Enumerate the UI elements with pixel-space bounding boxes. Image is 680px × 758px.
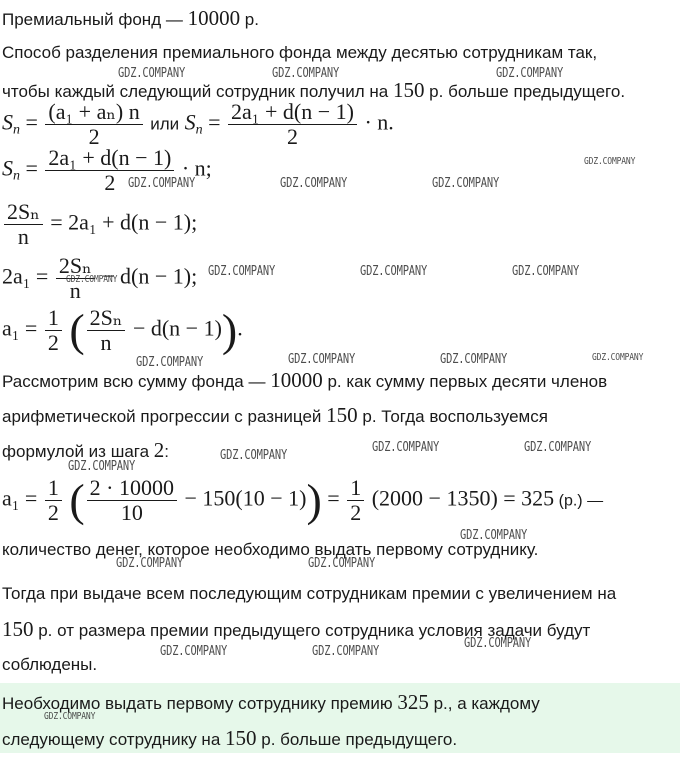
watermark: GDZ.COMPANY <box>116 556 184 571</box>
formula-double-sum: $\frac{\text{2Sₙ}}{n}$ = 2a₁ + d(n − 1); <box>2 200 197 249</box>
watermark: GDZ.COMPANY <box>460 528 528 543</box>
fund-label: Премиальный фонд — <box>2 10 188 29</box>
method-line-2: чтобы каждый следующий сотрудник получил на 150 р. больше предыдущего. <box>2 78 626 102</box>
watermark: GDZ.COMPANY <box>512 264 580 279</box>
watermark: GDZ.COMPANY <box>372 440 440 455</box>
watermark: GDZ.COMPANY <box>288 352 356 367</box>
watermark: GDZ.COMPANY <box>66 274 118 285</box>
formula-sum-second: $S_n$ = $\frac{\text{2a₁ + d(n − 1)}}{2}$ · n; <box>2 145 212 195</box>
watermark: GDZ.COMPANY <box>136 355 204 370</box>
or-word: или <box>150 114 180 134</box>
consider-line-3: формулой из шага 2: <box>2 438 170 462</box>
watermark: GDZ.COMPANY <box>128 176 196 191</box>
then-line-1: Тогда при выдаче всем последующим сотрудникам премии с увеличением на <box>2 584 617 603</box>
watermark: GDZ.COMPANY <box>272 66 340 81</box>
fund-value: 10000 <box>187 6 241 30</box>
fund-statement <box>2 0 259 38</box>
watermark: GDZ.COMPANY <box>432 176 500 191</box>
result-line: количество денег, которое необходимо выдать первому сотруднику. <box>2 540 539 559</box>
watermark: GDZ.COMPANY <box>280 176 348 191</box>
watermark: GDZ.COMPANY <box>312 644 380 659</box>
consider-line-1: Рассмотрим всю сумму фонда — 10000 р. как сумму первых десяти членов <box>2 368 608 392</box>
formula-sum-general: $S_n$ = $\frac{\text{(a₁ + aₙ) n}}{2}$ или $S_n$ = $\frac{\text{2a₁ + d(n − 1)}}{2}$ · n. <box>2 99 394 149</box>
watermark: GDZ.COMPANY <box>464 636 532 651</box>
formula-a1-computed: a₁ = $\frac{1}{2}$ ( $\frac{2 \cdot 10000}{10}$ − 150(10 − 1)) = $\frac{1}{2}$ (2000 − 1350) = 325 (р.) — <box>2 474 604 526</box>
answer-line-2: следующему сотруднику на 150 р. больше предыдущего. <box>2 726 458 750</box>
then-line-3: соблюдены. <box>2 655 98 674</box>
fund-unit: р. <box>240 10 259 29</box>
watermark: GDZ.COMPANY <box>220 448 288 463</box>
method-value: 150 <box>392 78 425 102</box>
watermark: GDZ.COMPANY <box>208 264 276 279</box>
watermark: GDZ.COMPANY <box>496 66 564 81</box>
formula-a1: a₁ = $\frac{1}{2}$ ( $\frac{\text{2Sₙ}}{n}$ − d(n − 1)). <box>2 304 243 356</box>
watermark: GDZ.COMPANY <box>160 644 228 659</box>
watermark: GDZ.COMPANY <box>592 352 644 363</box>
formula-double-a1: 2a₁ = $\frac{\text{2Sₙ}}{n}$ − d(n − 1); <box>2 253 198 303</box>
watermark: GDZ.COMPANY <box>584 156 636 167</box>
watermark: GDZ.COMPANY <box>118 66 186 81</box>
watermark: GDZ.COMPANY <box>308 556 376 571</box>
method-line-1: Способ разделения премиального фонда между десятью сотрудникам так, <box>2 43 598 62</box>
watermark: GDZ.COMPANY <box>360 264 428 279</box>
watermark: GDZ.COMPANY <box>44 711 96 722</box>
watermark: GDZ.COMPANY <box>440 352 508 367</box>
watermark: GDZ.COMPANY <box>68 459 136 474</box>
then-line-2: 150 р. от размера премии предыдущего сотрудника условия задачи будут <box>2 617 591 641</box>
answer-line-1: Необходимо выдать первому сотруднику премию 325 р., а каждому <box>2 690 540 714</box>
consider-line-2: арифметической прогрессии с разницей 150 р. Тогда воспользуемся <box>2 403 548 427</box>
watermark: GDZ.COMPANY <box>524 440 592 455</box>
